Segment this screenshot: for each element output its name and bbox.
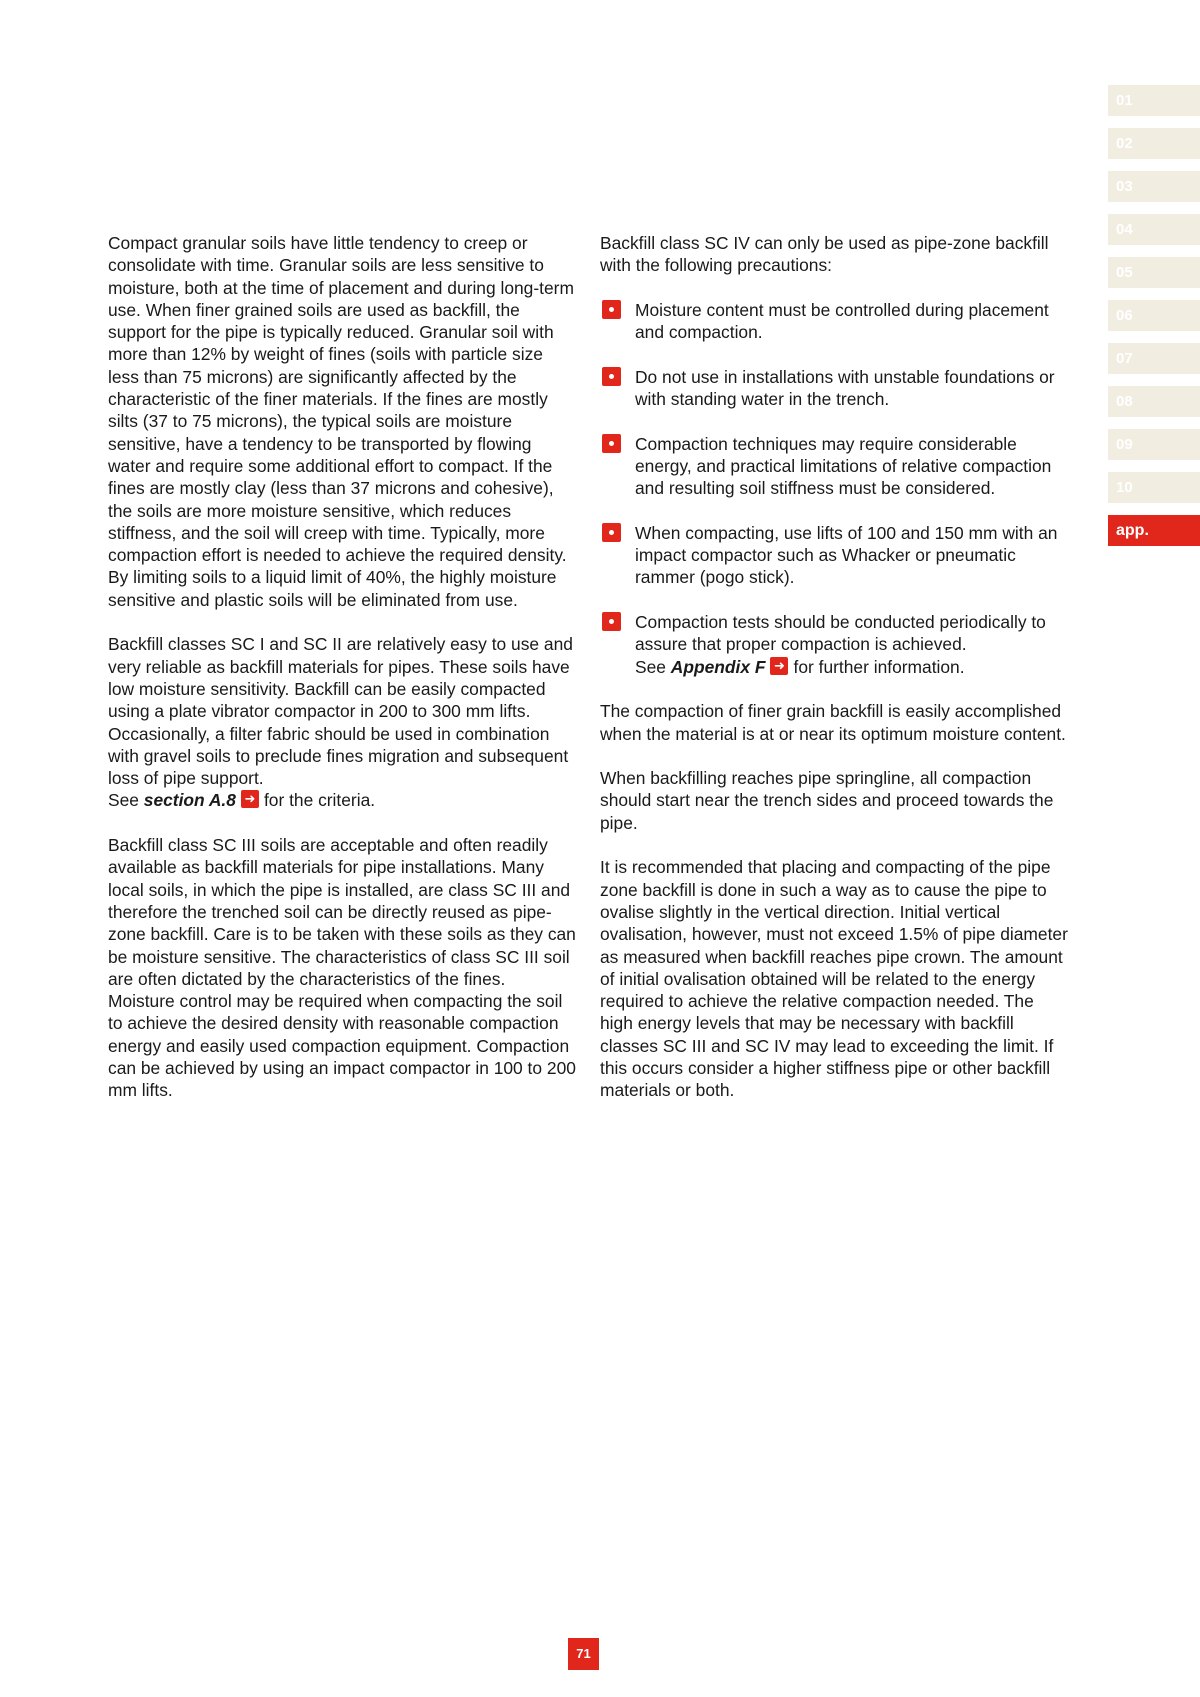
tab-08[interactable]: 08 (1108, 386, 1200, 417)
list-item (600, 611, 1070, 678)
list-item (600, 299, 1070, 344)
see-label: See (108, 790, 139, 811)
square-bullet-icon (602, 300, 621, 319)
list-item-text: Compaction tests should be conducted periodically to assure that proper compaction is achieved. (635, 612, 1046, 655)
paragraph-sc1-sc2-text: Backfill classes SC I and SC II are relatively easy to use and very reliable as backfill materials for pipes. These soils have low moisture sensitivity. Backfill can be easily compacted using a plate vibrator compactor in 200 to 300 mm lifts. Occasionally, a filter fabric should be used in combination with gravel soils to preclude fines migration and subsequent loss of pipe support. (108, 634, 573, 789)
tab-10[interactable]: 10 (1108, 472, 1200, 503)
tab-05[interactable]: 05 (1108, 257, 1200, 288)
page-number: 71 (568, 1638, 599, 1670)
tab-06[interactable]: 06 (1108, 300, 1200, 331)
paragraph-sc3: Backfill class SC III soils are acceptable and often readily available as backfill materials for pipe installations. Many local soils, in which the pipe is installed, are class SC III and therefore the trenched soil can be directly reused as pipe-zone backfill. Care is to be taken with these soils as they can be moisture sensitive. The characteristics of class SC III soil are often dictated by the characteristics of the fines. Moisture control may be required when compacting the soil to achieve the desired density with reasonable compaction energy and easily used compaction equipment. Compaction can be achieved by using an impact compactor in 100 to 200 mm lifts. (108, 835, 576, 1101)
precautions-list (600, 299, 1070, 678)
tab-09[interactable]: 09 (1108, 429, 1200, 460)
tab-01[interactable]: 01 (1108, 85, 1200, 116)
square-bullet-icon (602, 367, 621, 386)
paragraph-ovalisation: It is recommended that placing and compacting of the pipe zone backfill is done in such a way as to cause the pipe to ovalise slightly in the vertical direction. Initial vertical ovalisation, however, must not exceed 1.5% of pipe diameter as measured when backfill reaches pipe crown. The amount of initial ovalisation obtained will be related to the energy required to achieve the relative compaction needed. The high energy levels that may be necessary with backfill classes SC III and SC IV may lead to exceeding the limit. If this occurs consider a higher stiffness pipe or other backfill materials or both. (600, 857, 1068, 1101)
list-item (600, 522, 1070, 589)
square-bullet-icon (602, 523, 621, 542)
paragraph-granular-soils: Compact granular soils have little tendency to creep or consolidate with time. Granular soils are less sensitive to moisture, both at the time of placement and during long-term use. When finer grained soils are used as backfill, the support for the pipe is typically reduced. Granular soil with more than 12% by weight of fines (soils with particle size less than 75 microns) are significantly affected by the characteristic of the finer materials. If the fines are mostly silts (37 to 75 microns), the typical soils are moisture sensitive, have a tendency to be transported by flowing water and require some additional effort to compact. If the fines are mostly clay (less than 37 microns and cohesive), the soils are more moisture sensitive, which reduces stiffness, and the soil will creep with time. Typically, more compaction effort is needed to achieve the required density. By limiting soils to a liquid limit of 40%, the highly moisture sensitive and plastic soils will be eliminated from use. (108, 233, 574, 610)
criteria-text: for the criteria. (263, 790, 376, 811)
see-label: See (635, 656, 666, 677)
chapter-tabs (1108, 85, 1200, 558)
left-column (108, 232, 576, 1124)
paragraph-sc4-intro: Backfill class SC IV can only be used as pipe-zone backfill with the following precautions: (600, 233, 1049, 276)
square-bullet-icon (602, 434, 621, 453)
tab-02[interactable]: 02 (1108, 128, 1200, 159)
paragraph-sc1-sc2 (108, 633, 576, 811)
tab-appendix[interactable]: app. (1108, 515, 1200, 546)
section-a8-link[interactable]: section A.8 (143, 790, 236, 811)
square-bullet-icon (602, 612, 621, 631)
list-item-text: Do not use in installations with unstable foundations or with standing water in the trench. (635, 366, 1055, 410)
list-item (600, 433, 1070, 500)
list-item-text: Compaction techniques may require considerable energy, and practical limitations of relative compaction and resulting soil stiffness must be considered. (635, 433, 1052, 499)
right-column (600, 232, 1070, 1124)
tab-04[interactable]: 04 (1108, 214, 1200, 245)
list-item (600, 366, 1070, 411)
appendix-f-link[interactable]: Appendix F (670, 656, 766, 677)
arrow-right-icon[interactable]: ➜ (770, 657, 788, 675)
tab-03[interactable]: 03 (1108, 171, 1200, 202)
list-item-text: Moisture content must be controlled during placement and compaction. (635, 299, 1049, 343)
list-item-text: When compacting, use lifts of 100 and 150 mm with an impact compactor such as Whacker or pneumatic rammer (pogo stick). (635, 522, 1058, 588)
tab-07[interactable]: 07 (1108, 343, 1200, 374)
further-info-text: for further information. (793, 656, 965, 677)
arrow-right-icon[interactable]: ➜ (241, 790, 259, 808)
paragraph-springline: When backfilling reaches pipe springline, all compaction should start near the trench sides and proceed towards the pipe. (600, 768, 1054, 833)
paragraph-finer-grain: The compaction of finer grain backfill is easily accomplished when the material is at or near its optimum moisture content. (600, 701, 1066, 744)
